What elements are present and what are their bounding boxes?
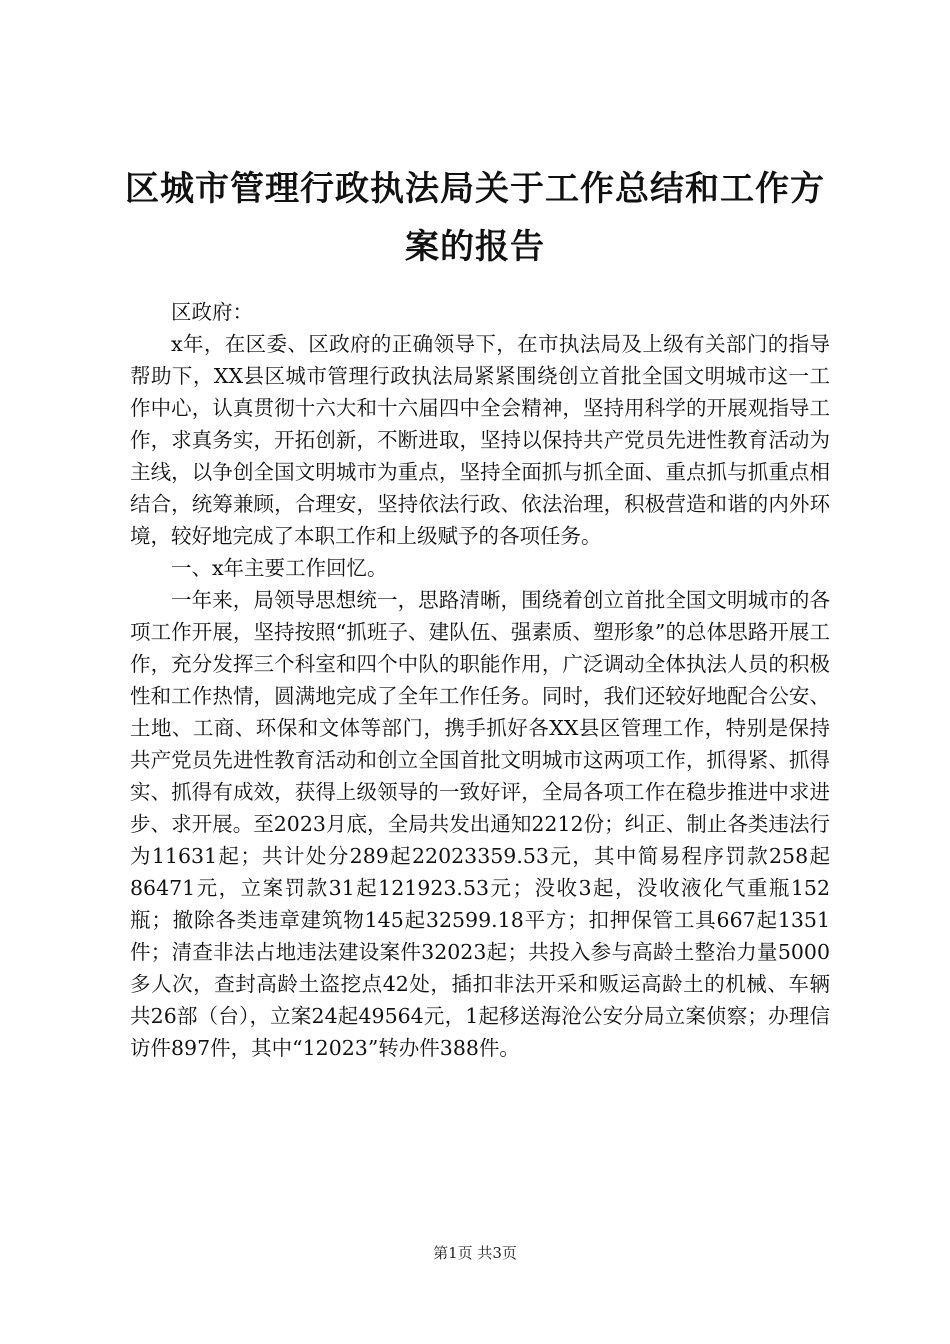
paragraph-intro: x年，在区委、区政府的正确领导下，在市执法局及上级有关部门的指导帮助下，XX县区城市管理行政执法局紧紧围绕创立首批全国文明城市这一工作中心，认真贯彻十六大和十六届四中全会精神，坚持用科学的开展观指导工作，求真务实，开拓创新，不断进取，坚持以保持共产党员先进性教育活动为主线，以争创全国文明城市为重点，坚持全面抓与抓全面、重点抓与抓重点相结合，统筹兼顾，合理安，坚持依法行政、依法治理，积极营造和谐的内外环境，较好地完成了本职工作和上级赋予的各项任务。 <box>130 332 830 548</box>
salutation: 区政府： <box>171 300 253 324</box>
section-heading: 一、x年主要工作回忆。 <box>171 556 388 580</box>
document-body <box>130 296 830 1064</box>
document-title: 区城市管理行政执法局关于工作总结和工作方案的报告 <box>125 169 825 267</box>
paragraph-review: 一年来，局领导思想统一，思路清晰，围绕着创立首批全国文明城市的各项工作开展，坚持按照“抓班子、建队伍、强素质、塑形象”的总体思路开展工作，充分发挥三个科室和四个中队的职能作用，广泛调动全体执法人员的积极性和工作热情，圆满地完成了全年工作任务。同时，我们还较好地配合公安、土地、工商、环保和文体等部门，携手抓好各XX县区管理工作，特别是保持共产党员先进性教育活动和创立全国首批文明城市这两项工作，抓得紧、抓得实、抓得有成效，获得上级领导的一致好评，全局各项工作在稳步推进中求进步、求开展。至2023月底，全局共发出通知2212份；纠正、制止各类违法行为11631起；共计处分289起22023359.53元，其中简易程序罚款258起86471元，立案罚款31起121923.53元；没收3起，没收液化气重瓶152瓶；撤除各类违章建筑物145起32599.18平方；扣押保管工具667起1351件；清查非法占地违法建设案件32023起；共投入参与高龄土整治力量5000多人次，查封高龄土盗挖点42处，插扣非法开采和贩运高龄土的机械、车辆共26部（台），立案24起49564元，1起移送海沧公安分局立案侦察；办理信访件897件，其中“12023”转办件388件。 <box>130 588 830 1060</box>
page-footer: 第1页 共3页 <box>433 1244 517 1262</box>
